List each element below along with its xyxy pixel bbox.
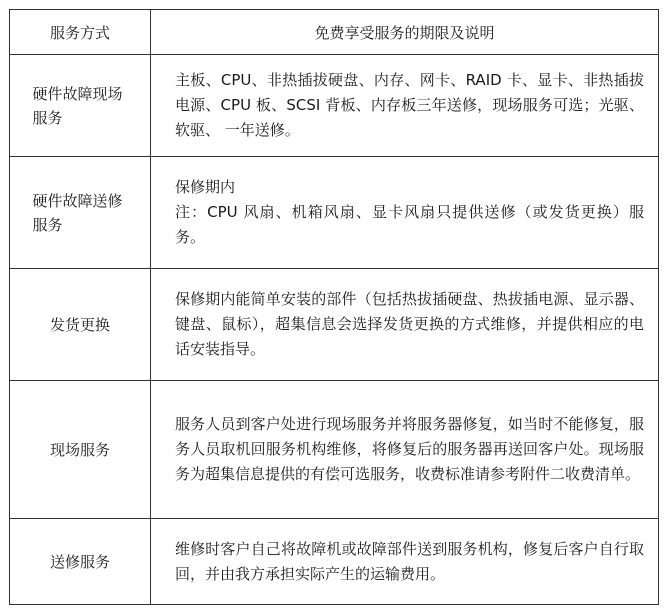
description-cell: [151, 157, 659, 269]
description-cell: 保修期内能简单安装的部件（包括热拔插硬盘、热拔插电源、显示器、键盘、鼠标），超集信息会选择发货更换的方式维修，并提供相应的电话安装指导。: [151, 269, 659, 381]
service-terms-table: [9, 9, 659, 605]
description-cell: 主板、CPU、非热插拔硬盘、内存、网卡、RAID 卡、显卡、非热插拔电源、CPU 板、SCSI 背板、内存板三年送修，现场服务可选；光驱、软驱、 一年送修。: [151, 55, 659, 157]
table-row: [10, 519, 659, 605]
service-type-cell: 硬件故障现场服务: [32, 84, 123, 127]
table-header-row: [10, 10, 659, 55]
service-type-cell: 硬件故障送修服务: [32, 191, 123, 234]
description-cell: 服务人员到客户处进行现场服务并将服务器修复，如当时不能修复，服务人员取机回服务机构维修，将修复后的服务器再送回客户处。现场服务为超集信息提供的有偿可选服务，收费标准请参考附件二收费清单。: [151, 381, 659, 519]
service-type-cell: 现场服务: [49, 440, 110, 459]
service-type-cell: 送修服务: [49, 552, 110, 571]
description-cell: 维修时客户自己将故障机或故障部件送到服务机构，修复后客户自行取回，并由我方承担实际产生的运输费用。: [151, 519, 659, 605]
column-header-service-type: 服务方式: [10, 10, 151, 55]
table-row: [10, 269, 659, 381]
table-row: [10, 157, 659, 269]
description-note: 注：CPU 风扇、机箱风扇、显卡风扇只提供送修（或发货更换）服务。: [175, 203, 644, 246]
table-row: [10, 55, 659, 157]
service-type-cell: 发货更换: [49, 315, 110, 334]
table-row: [10, 381, 659, 519]
column-header-description: 免费享受服务的期限及说明: [151, 10, 659, 55]
description-line: 保修期内: [175, 178, 236, 196]
